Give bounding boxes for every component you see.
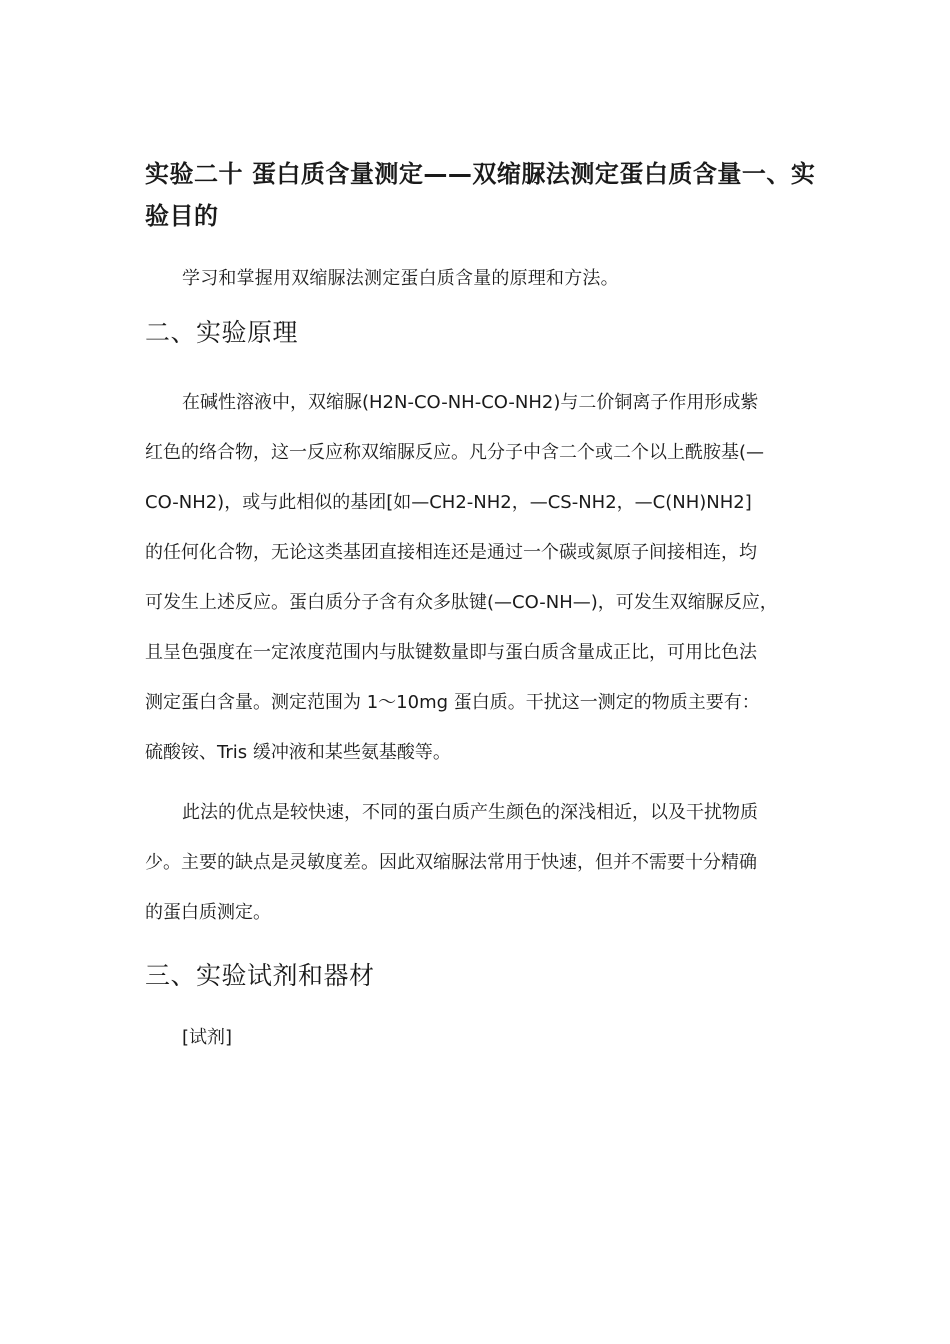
principle-line: 硫酸铵、Tris 缓冲液和某些氨基酸等。 <box>145 742 451 763</box>
advantage-paragraph <box>145 788 825 938</box>
principle-line: 红色的络合物，这一反应称双缩脲反应。凡分子中含二个或二个以上酰胺基(— <box>145 442 765 463</box>
principle-line: 在碱性溶液中，双缩脲(H2N-CO-NH-CO-NH2)与二价铜离子作用形成紫 <box>182 392 759 413</box>
section-heading-principle: 二、实验原理 <box>145 318 299 347</box>
advantage-line: 的蛋白质测定。 <box>145 902 271 923</box>
principle-paragraph <box>145 378 825 778</box>
advantage-line: 此法的优点是较快速，不同的蛋白质产生颜色的深浅相近，以及干扰物质 <box>182 802 758 823</box>
reagents-label: [试剂] <box>182 1027 233 1048</box>
principle-line: 可发生上述反应。蛋白质分子含有众多肽键(—CO-NH—)，可发生双缩脲反应， <box>145 592 778 613</box>
principle-line: 且呈色强度在一定浓度范围内与肽键数量即与蛋白质含量成正比，可用比色法 <box>145 642 757 663</box>
document-title: 实验二十 蛋白质含量测定——双缩脲法测定蛋白质含量一、实验目的 <box>145 160 816 230</box>
principle-line: CO-NH2)，或与此相似的基团[如—CH2-NH2，—CS-NH2，—C(NH)NH2] <box>145 492 752 513</box>
advantage-line: 少。主要的缺点是灵敏度差。因此双缩脲法常用于快速，但并不需要十分精确 <box>145 852 757 873</box>
purpose-paragraph: 学习和掌握用双缩脲法测定蛋白质含量的原理和方法。 <box>182 268 619 289</box>
principle-line: 的任何化合物，无论这类基团直接相连还是通过一个碳或氮原子间接相连，均 <box>145 542 757 563</box>
section-heading-reagents-equipment: 三、实验试剂和器材 <box>145 961 375 990</box>
principle-line: 测定蛋白含量。测定范围为 1～10mg 蛋白质。干扰这一测定的物质主要有： <box>145 692 760 713</box>
